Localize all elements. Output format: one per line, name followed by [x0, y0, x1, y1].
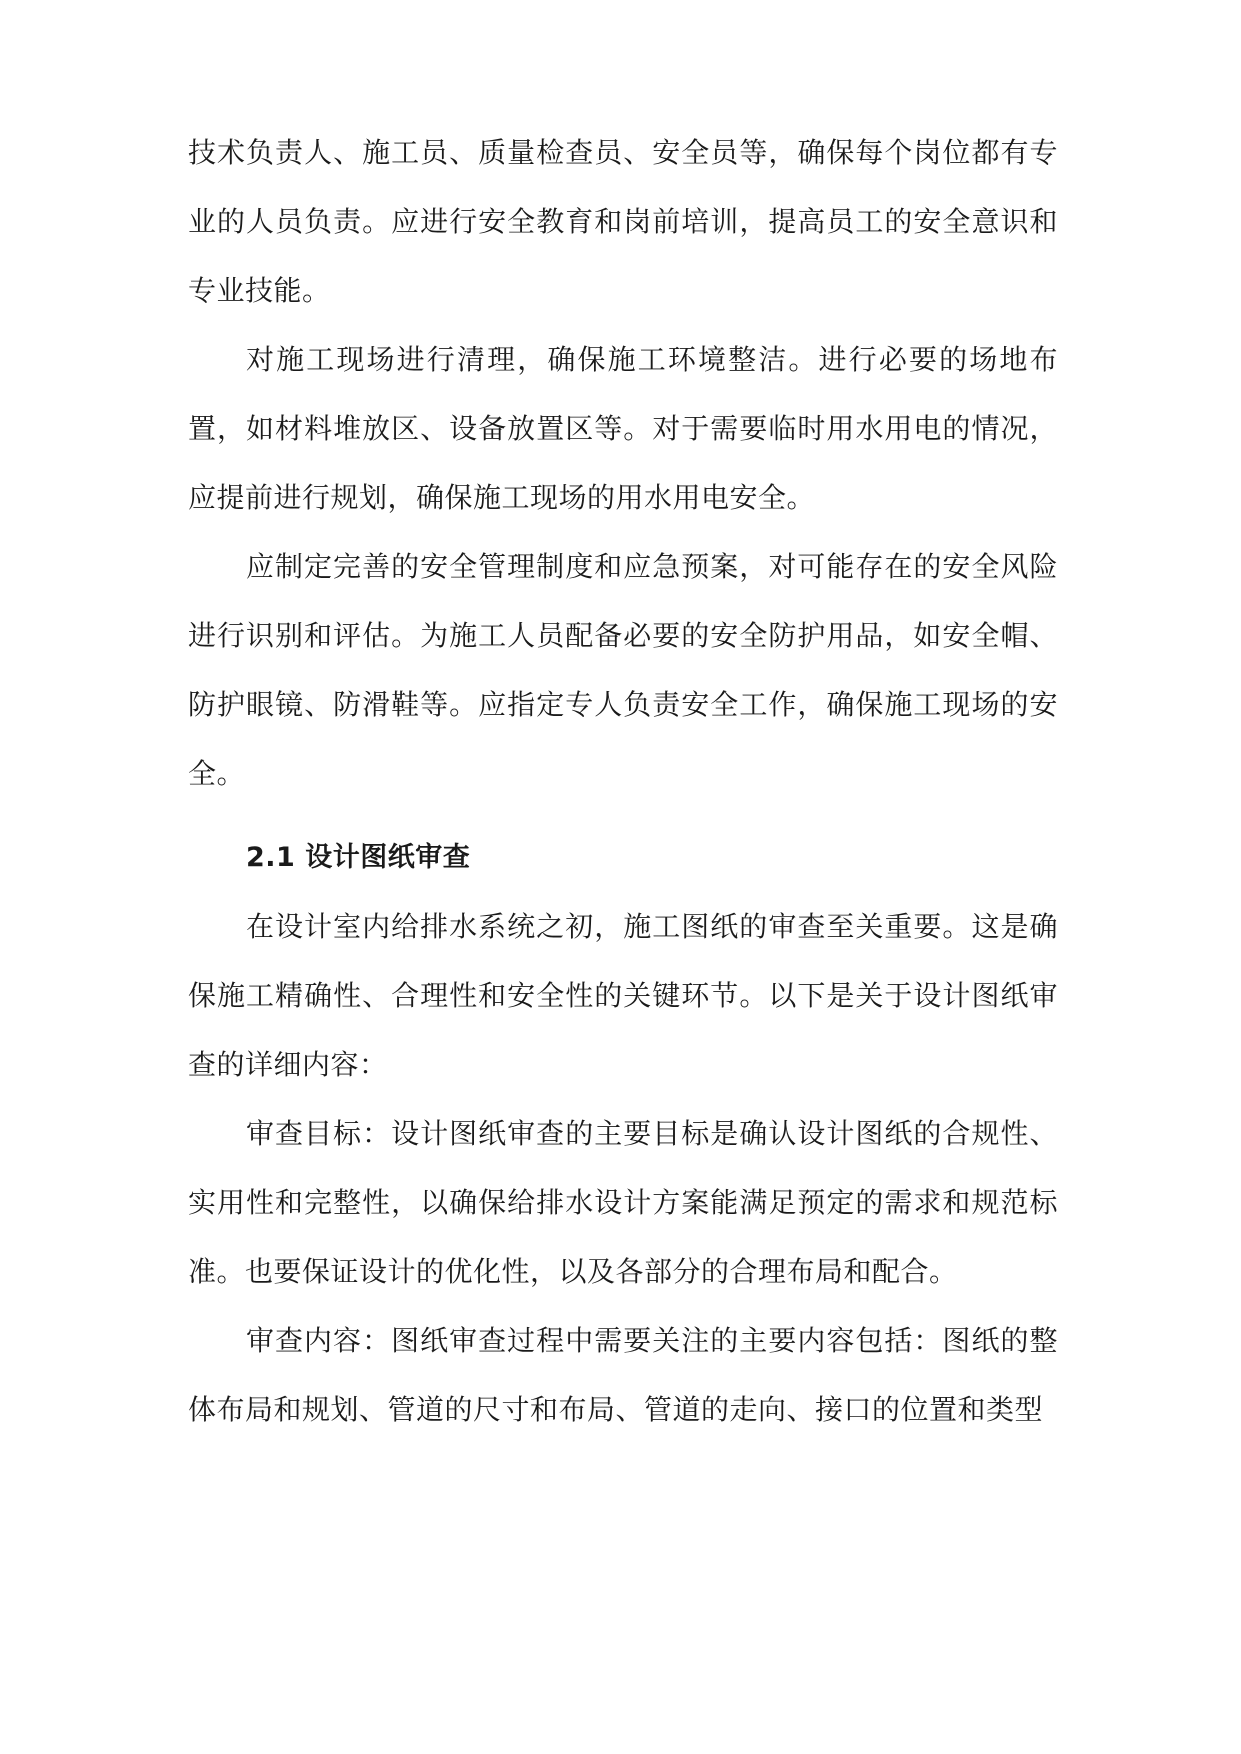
- paragraph-site-preparation: 对施工现场进行清理，确保施工环境整洁。进行必要的场地布置，如材料堆放区、设备放置区等。对于需要临时用水用电的情况，应提前进行规划，确保施工现场的用水用电安全。: [188, 343, 1058, 514]
- paragraph-review-objectives: 审查目标：设计图纸审查的主要目标是确认设计图纸的合规性、实用性和完整性，以确保给排水设计方案能满足预定的需求和规范标准。也要保证设计的优化性，以及各部分的合理布局和配合。: [188, 1117, 1058, 1288]
- document-body: [188, 118, 1058, 1444]
- paragraph-review-content: 审查内容：图纸审查过程中需要关注的主要内容包括：图纸的整体布局和规划、管道的尺寸和布局、管道的走向、接口的位置和类型: [188, 1324, 1058, 1426]
- section-heading: 2.1 设计图纸审查: [246, 842, 471, 873]
- paragraph-safety-management: 应制定完善的安全管理制度和应急预案，对可能存在的安全风险进行识别和评估。为施工人员配备必要的安全防护用品，如安全帽、防护眼镜、防滑鞋等。应指定专人负责安全工作，确保施工现场的安全。: [188, 550, 1058, 790]
- section-spacer: [188, 808, 1058, 823]
- paragraph-staff-training: 技术负责人、施工员、质量检查员、安全员等，确保每个岗位都有专业的人员负责。应进行安全教育和岗前培训，提高员工的安全意识和专业技能。: [188, 136, 1058, 307]
- paragraph-drawing-review-intro: 在设计室内给排水系统之初，施工图纸的审查至关重要。这是确保施工精确性、合理性和安全性的关键环节。以下是关于设计图纸审查的详细内容：: [188, 910, 1058, 1081]
